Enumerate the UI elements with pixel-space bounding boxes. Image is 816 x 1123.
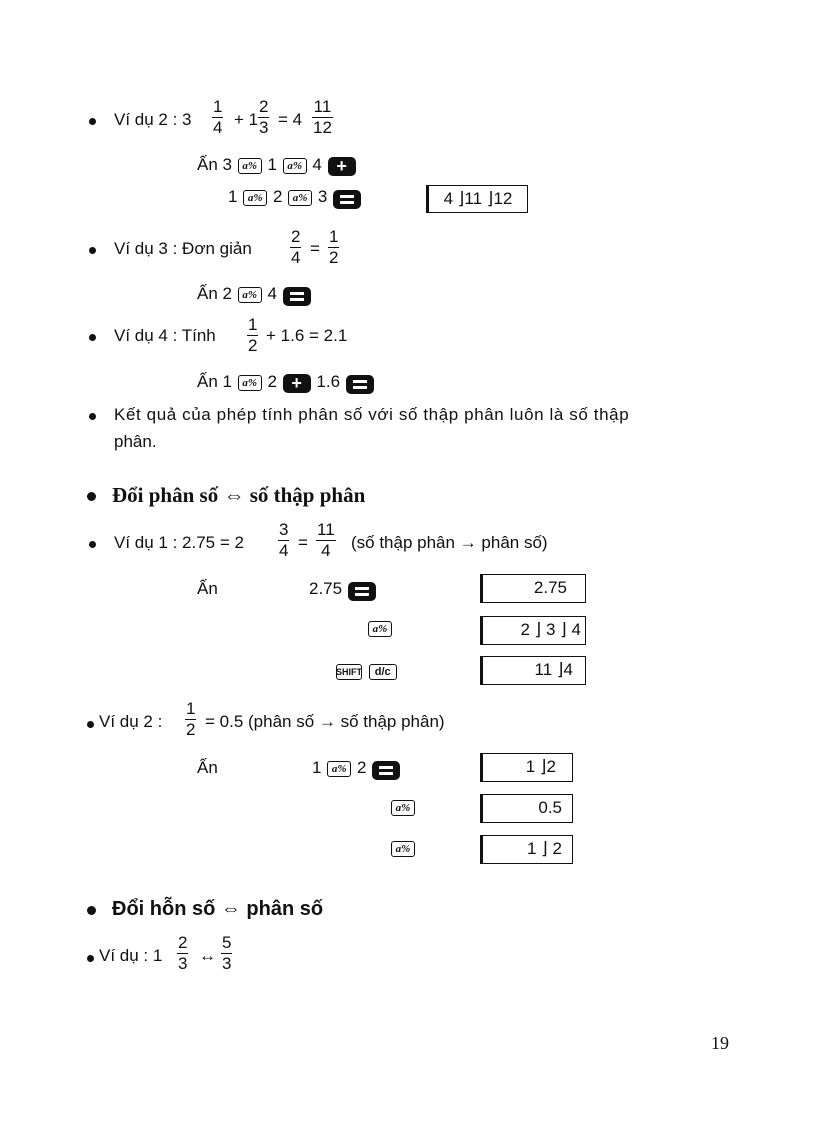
- digit-text: 4: [267, 284, 277, 303]
- press-text: Ấn 3: [197, 155, 232, 174]
- key-sequence: [312, 758, 401, 780]
- operator-text: =: [310, 239, 320, 258]
- digit-text: 4: [312, 155, 322, 174]
- fraction: 1 2: [329, 227, 339, 268]
- note-line-1: Kết quả của phép tính phân số với số thập phân luôn là số thập: [114, 405, 630, 424]
- bullet: [87, 721, 94, 728]
- fraction-key-icon: a%: [243, 190, 267, 206]
- arrow-text: ↔: [199, 946, 216, 965]
- operator-text: =: [298, 533, 308, 552]
- example-2-label: Ví dụ 2 :: [99, 712, 163, 731]
- fraction: 5 3: [222, 933, 232, 974]
- fraction-key-icon: a%: [288, 190, 312, 206]
- note-line-2: phân.: [114, 432, 157, 451]
- operator-text: = 4: [278, 110, 303, 129]
- fraction: 2 4: [291, 227, 301, 268]
- operator-text: + 1: [234, 110, 259, 129]
- bullet: [87, 955, 94, 962]
- section-heading: Đổi hỗn số ⇔ phân số: [112, 898, 324, 920]
- key-sequence: [309, 579, 377, 601]
- press-text: Ấn 1: [197, 372, 232, 391]
- press-text: Ấn: [197, 579, 218, 598]
- bullet: [87, 906, 96, 915]
- key-sequence: [228, 187, 362, 209]
- fraction-key-icon: a%: [327, 761, 351, 777]
- key-sequence: [197, 372, 375, 394]
- digit-text: 1.6: [316, 372, 341, 391]
- fraction: 1 2: [248, 315, 258, 356]
- fraction-key-icon: a%: [238, 158, 262, 174]
- fraction: 1 4: [213, 97, 223, 138]
- key-sequence: [197, 155, 357, 176]
- example-1-label: Ví dụ 1 : 2.75 = 2: [114, 533, 244, 552]
- fraction: 2 3: [259, 97, 269, 138]
- example-4-label: Ví dụ 4 : Tính: [114, 326, 216, 345]
- section-heading: Đổi phân số ⇔ số thập phân: [112, 483, 366, 507]
- fraction: 11 4: [317, 520, 335, 561]
- digit-text: 2: [267, 372, 277, 391]
- digit-text: 2: [272, 187, 283, 206]
- key-sequence: [197, 284, 312, 306]
- operator-text: = 0.5 (phân số → số thập phân): [205, 712, 445, 731]
- digit-text: 1: [228, 187, 238, 206]
- digit-text: 2.75: [309, 579, 343, 598]
- fraction-key-icon: a%: [391, 841, 415, 857]
- bullet: [89, 247, 96, 254]
- press-text: Ấn: [197, 758, 218, 777]
- equals-key-icon: [283, 287, 311, 306]
- calculator-display: 1 ⌋ 2: [480, 835, 573, 864]
- dc-key-icon: d/c: [369, 664, 397, 680]
- calculator-display: 1 ⌋2: [480, 753, 573, 782]
- plus-key-icon: +: [328, 157, 356, 176]
- operator-text: + 1.6 = 2.1: [266, 326, 348, 345]
- digit-text: 2: [356, 758, 367, 777]
- bullet: [89, 413, 96, 420]
- page-number: 19: [711, 1033, 729, 1053]
- equals-key-icon: [348, 582, 376, 601]
- press-text: Ấn 2: [197, 284, 232, 303]
- digit-text: 1: [267, 155, 277, 174]
- plus-key-icon: +: [283, 374, 311, 393]
- calculator-display: 2.75: [480, 574, 586, 603]
- example-3-label: Ví dụ 3 : Đơn giản: [114, 239, 252, 258]
- calculator-display: 2 ⌋ 3 ⌋ 4: [480, 616, 586, 645]
- calculator-display: 4 ⌋11 ⌋12: [426, 185, 528, 213]
- key-sequence: [335, 661, 398, 681]
- example-label: Ví dụ : 1: [99, 946, 163, 965]
- calculator-display: 0.5: [480, 794, 573, 823]
- equals-key-icon: [346, 375, 374, 394]
- bullet: [89, 541, 96, 548]
- calculator-display: 11 ⌋4: [480, 656, 586, 685]
- equals-key-icon: [372, 761, 400, 780]
- digit-text: 1: [312, 758, 322, 777]
- fraction-key-icon: a%: [238, 287, 262, 303]
- conversion-note: (số thập phân → phân số): [351, 533, 548, 552]
- fraction: 3 4: [279, 520, 289, 561]
- shift-key-icon: SHIFT: [336, 664, 362, 680]
- bullet: [89, 118, 96, 125]
- bullet: [87, 492, 96, 501]
- fraction-key-icon: a%: [283, 158, 307, 174]
- digit-text: 3: [317, 187, 328, 206]
- fraction: 1 2: [186, 699, 196, 740]
- equals-key-icon: [333, 190, 361, 209]
- example-2-label: Ví dụ 2 : 3: [114, 110, 192, 129]
- fraction: 2 3: [178, 933, 188, 974]
- fraction-key-icon: a%: [368, 621, 392, 637]
- bullet: [89, 334, 96, 341]
- fraction: 11 12: [313, 97, 332, 138]
- fraction-key-icon: a%: [391, 800, 415, 816]
- fraction-key-icon: a%: [238, 375, 262, 391]
